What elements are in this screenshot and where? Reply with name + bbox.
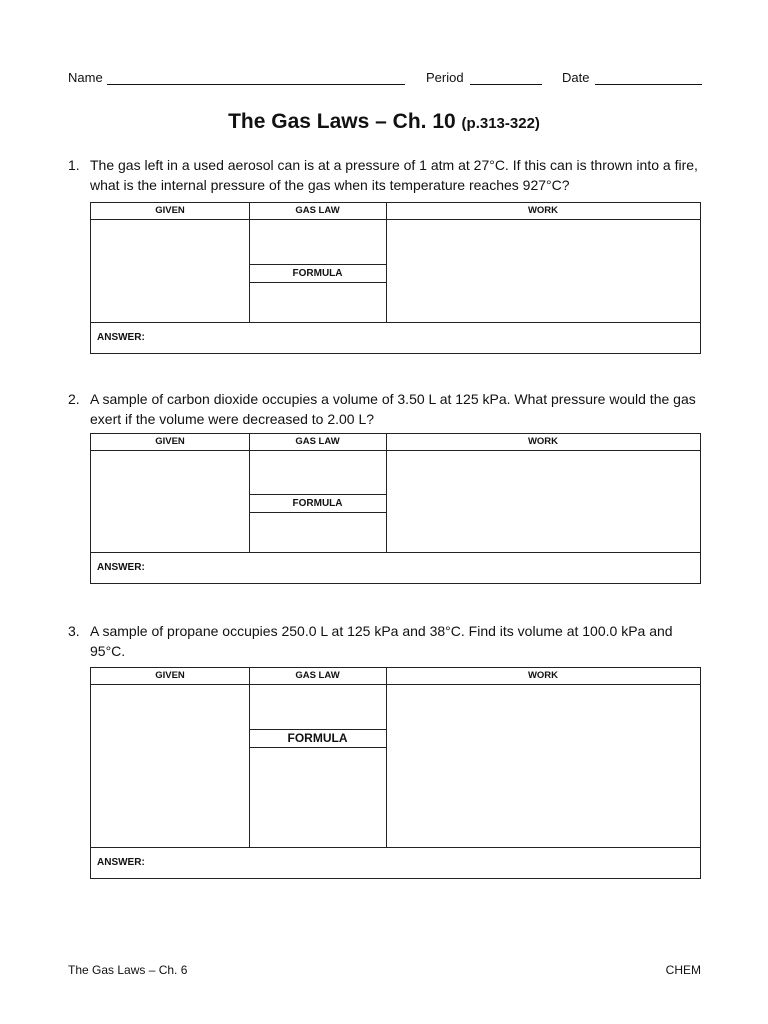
answer-label: ANSWER: <box>97 857 145 868</box>
footer-left: The Gas Laws – Ch. 6 <box>68 963 188 977</box>
given-header: GIVEN <box>155 436 185 447</box>
gas-law-header: GAS LAW <box>295 670 340 681</box>
gas-law-header: GAS LAW <box>295 436 340 447</box>
work-header: WORK <box>527 436 559 447</box>
answer-table-1 <box>90 202 701 354</box>
question-text: The gas left in a used aerosol can is at a pressure of 1 atm at 27°C. If this can is thrown into a fire, what is the internal pressure of the gas when its temperature reaches 927°C? <box>90 157 698 193</box>
answer-table-3 <box>90 667 701 879</box>
work-header: WORK <box>527 205 559 216</box>
given-header: GIVEN <box>155 670 185 681</box>
column-divider <box>386 434 387 552</box>
answer-label: ANSWER: <box>97 332 145 343</box>
work-header: WORK <box>527 670 559 681</box>
column-divider <box>249 668 250 847</box>
student-info-header <box>68 70 702 86</box>
given-header: GIVEN <box>155 205 185 216</box>
formula-label: FORMULA <box>287 731 348 745</box>
question-number: 2. <box>68 391 80 407</box>
answer-divider <box>91 847 700 848</box>
column-divider <box>249 434 250 552</box>
column-divider <box>249 203 250 322</box>
column-divider <box>386 668 387 847</box>
title-pages: (p.313-322) <box>461 115 540 132</box>
page-title <box>0 110 768 134</box>
footer-right: CHEM <box>665 963 701 977</box>
answer-table-2 <box>90 433 701 584</box>
period-label: Period <box>426 70 464 85</box>
answer-label: ANSWER: <box>97 562 145 573</box>
formula-divider-bottom <box>249 282 386 283</box>
question-number: 3. <box>68 623 80 639</box>
period-blank-line[interactable] <box>470 84 542 85</box>
answer-divider <box>91 322 700 323</box>
name-blank-line[interactable] <box>107 84 405 85</box>
date-blank-line[interactable] <box>595 84 702 85</box>
date-label: Date <box>562 70 590 85</box>
question-text: A sample of propane occupies 250.0 L at 125 kPa and 38°C. Find its volume at 100.0 kPa and 95°C. <box>90 623 673 659</box>
question-text: A sample of carbon dioxide occupies a volume of 3.50 L at 125 kPa. What pressure would the gas exert if the volume were decreased to 2.00 L? <box>90 391 696 427</box>
formula-label: FORMULA <box>292 268 343 279</box>
formula-divider-bottom <box>249 512 386 513</box>
formula-divider-bottom <box>249 747 386 748</box>
column-divider <box>386 203 387 322</box>
question-number: 1. <box>68 157 80 173</box>
answer-divider <box>91 552 700 553</box>
formula-label: FORMULA <box>292 498 343 509</box>
gas-law-header: GAS LAW <box>295 205 340 216</box>
title-main: The Gas Laws – Ch. 10 <box>228 110 456 133</box>
name-label: Name <box>68 70 103 85</box>
